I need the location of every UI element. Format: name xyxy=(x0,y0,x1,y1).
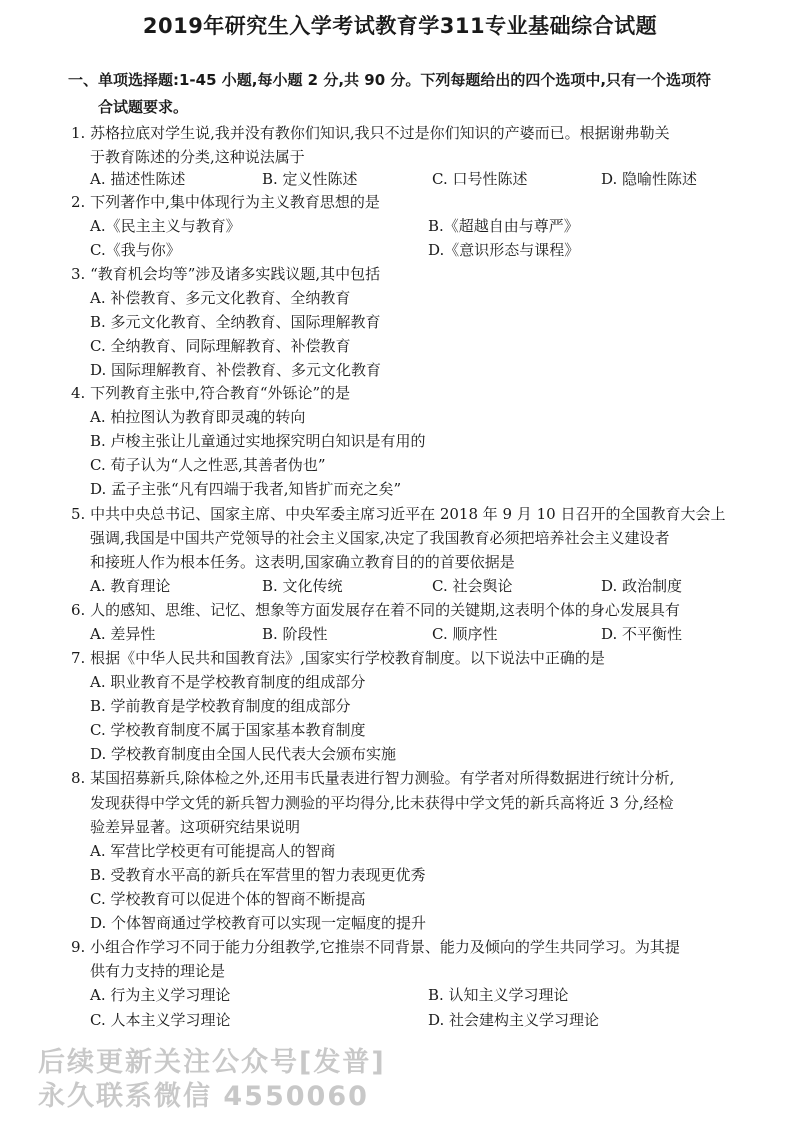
question-3-option-b: B. 多元文化教育、全纳教育、国际理解教育 xyxy=(90,313,381,331)
question-1-stem-line2: 于教育陈述的分类,这种说法属于 xyxy=(90,148,305,166)
question-8-option-a: A. 军营比学校更有可能提高人的智商 xyxy=(90,842,336,860)
question-7-option-d: D. 学校教育制度由全国人民代表大会颁布实施 xyxy=(90,745,397,763)
watermark-line1: 后续更新关注公众号[发普] xyxy=(38,1047,386,1078)
question-5-option-c: C. 社会舆论 xyxy=(432,577,513,595)
question-7-option-b: B. 学前教育是学校教育制度的组成部分 xyxy=(90,697,351,715)
section-instruction-line2: 合试题要求。 xyxy=(98,98,189,116)
question-2-option-c: C.《我与你》 xyxy=(90,241,181,259)
section-instruction-line1: 一、单项选择题:1-45 小题,每小题 2 分,共 90 分。下列每题给出的四个选项中,只有一个选项符 xyxy=(68,71,712,89)
question-2-stem: 2. 下列著作中,集中体现行为主义教育思想的是 xyxy=(71,193,380,211)
question-5-stem-line3: 和接班人作为根本任务。这表明,国家确立教育目的的首要依据是 xyxy=(90,553,515,571)
question-1-option-b: B. 定义性陈述 xyxy=(262,170,358,188)
question-9-option-d: D. 社会建构主义学习理论 xyxy=(428,1011,600,1029)
question-3-option-c: C. 全纳教育、同际理解教育、补偿教育 xyxy=(90,337,351,355)
question-5-option-b: B. 文化传统 xyxy=(262,577,343,595)
question-5-option-d: D. 政治制度 xyxy=(601,577,683,595)
question-4-stem: 4. 下列教育主张中,符合教育“外铄论”的是 xyxy=(71,384,351,402)
question-4-option-b: B. 卢梭主张让儿童通过实地探究明白知识是有用的 xyxy=(90,432,426,450)
question-3-stem: 3. “教育机会均等”涉及诸多实践议题,其中包括 xyxy=(71,265,381,283)
question-4-option-c: C. 荀子认为“人之性恶,其善者伪也” xyxy=(90,456,326,474)
question-3-option-a: A. 补偿教育、多元文化教育、全纳教育 xyxy=(90,289,351,307)
question-9-stem-line2: 供有力支持的理论是 xyxy=(90,962,226,980)
question-2-option-b: B.《超越自由与尊严》 xyxy=(428,217,579,235)
question-9-option-b: B. 认知主义学习理论 xyxy=(428,986,569,1004)
question-8-stem-line3: 验差异显著。这项研究结果说明 xyxy=(90,818,301,836)
page-title: 2019年研究生入学考试教育学311专业基础综合试题 xyxy=(142,14,658,38)
question-8-stem-line1: 8. 某国招募新兵,除体检之外,还用韦氏量表进行智力测验。有学者对所得数据进行统计分析, xyxy=(71,769,675,787)
question-6-option-b: B. 阶段性 xyxy=(262,625,328,643)
question-8-option-b: B. 受教育水平高的新兵在军营里的智力表现更优秀 xyxy=(90,866,426,884)
question-9-stem-line1: 9. 小组合作学习不同于能力分组教学,它推崇不同背景、能力及倾向的学生共同学习。为其提 xyxy=(71,938,680,956)
question-1-option-a: A. 描述性陈述 xyxy=(90,170,186,188)
question-6-stem: 6. 人的感知、思维、记忆、想象等方面发展存在着不同的关键期,这表明个体的身心发展具有 xyxy=(71,601,680,619)
question-7-stem: 7. 根据《中华人民共和国教育法》,国家实行学校教育制度。以下说法中正确的是 xyxy=(71,649,605,667)
question-2-option-a: A.《民主主义与教育》 xyxy=(90,217,241,235)
question-7-option-a: A. 职业教育不是学校教育制度的组成部分 xyxy=(90,673,366,691)
question-5-stem-line1: 5. 中共中央总书记、国家主席、中央军委主席习近平在 2018 年 9 月 10 日召开的全国教育大会上 xyxy=(71,505,726,523)
question-6-option-a: A. 差异性 xyxy=(90,625,156,643)
question-5-stem-line2: 强调,我国是中国共产党领导的社会主义国家,决定了我国教育必须把培养社会主义建设者 xyxy=(90,529,670,547)
question-4-option-d: D. 孟子主张“凡有四端于我者,知皆扩而充之矣” xyxy=(90,480,402,498)
question-6-option-d: D. 不平衡性 xyxy=(601,625,683,643)
question-7-option-c: C. 学校教育制度不属于国家基本教育制度 xyxy=(90,721,366,739)
question-8-option-c: C. 学校教育可以促进个体的智商不断提高 xyxy=(90,890,366,908)
question-8-stem-line2: 发现获得中学文凭的新兵智力测验的平均得分,比未获得中学文凭的新兵高将近 3 分,经检 xyxy=(90,794,674,812)
question-9-option-a: A. 行为主义学习理论 xyxy=(90,986,231,1004)
question-8-option-d: D. 个体智商通过学校教育可以实现一定幅度的提升 xyxy=(90,914,427,932)
question-9-option-c: C. 人本主义学习理论 xyxy=(90,1011,231,1029)
question-3-option-d: D. 国际理解教育、补偿教育、多元文化教育 xyxy=(90,361,382,379)
section-header xyxy=(68,67,768,121)
question-4-option-a: A. 柏拉图认为教育即灵魂的转向 xyxy=(90,408,306,426)
question-5-option-a: A. 教育理论 xyxy=(90,577,171,595)
question-1-stem-line1: 1. 苏格拉底对学生说,我并没有教你们知识,我只不过是你们知识的产婆而已。根据谢弗勒关 xyxy=(71,124,670,142)
question-1-option-c: C. 口号性陈述 xyxy=(432,170,528,188)
question-1-option-d: D. 隐喻性陈述 xyxy=(601,170,698,188)
question-2-option-d: D.《意识形态与课程》 xyxy=(428,241,580,259)
watermark-line2: 永久联系微信 4550060 xyxy=(38,1081,369,1112)
question-6-option-c: C. 顺序性 xyxy=(432,625,498,643)
